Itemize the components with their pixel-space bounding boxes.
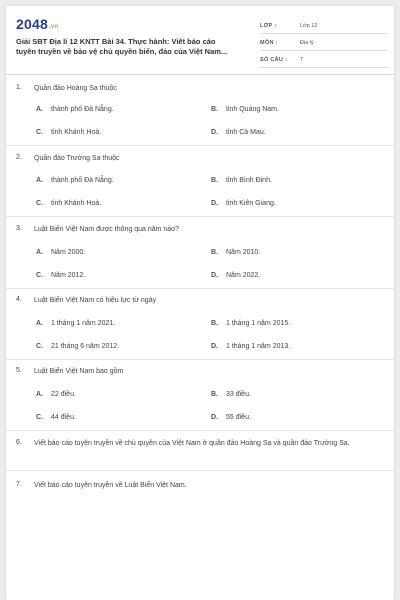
meta-class-row bbox=[260, 20, 388, 34]
meta-count-label: SỐ CÂU : bbox=[260, 57, 288, 63]
worksheet-meta bbox=[260, 20, 388, 71]
option-text: tỉnh Cà Mau. bbox=[226, 129, 266, 136]
option-text: tỉnh Bình Định. bbox=[226, 177, 272, 184]
question-text: Luật Biển Việt Nam có hiệu lực từ ngày bbox=[34, 297, 157, 304]
question-separator bbox=[6, 470, 394, 471]
meta-class-value: Lớp 12 bbox=[300, 23, 318, 29]
meta-class-label: LỚP : bbox=[260, 23, 277, 29]
question-number: 4. bbox=[16, 296, 22, 303]
option-text: 1 tháng 1 năm 2021. bbox=[51, 320, 116, 327]
question-number: 6. bbox=[16, 439, 22, 446]
question-separator bbox=[6, 216, 394, 217]
option-letter: D. bbox=[211, 272, 218, 279]
option-letter: D. bbox=[211, 129, 218, 136]
option-letter: B. bbox=[211, 391, 218, 398]
meta-count-value: 7 bbox=[300, 57, 304, 63]
question-number: 3. bbox=[16, 225, 22, 232]
option-letter: A. bbox=[36, 177, 43, 184]
option-text: 22 điều. bbox=[51, 391, 76, 398]
document-title bbox=[16, 37, 238, 57]
option-text: 55 điều. bbox=[226, 414, 251, 421]
option-letter: D. bbox=[211, 343, 218, 350]
meta-subject-row bbox=[260, 37, 388, 51]
question-text: Quần đảo Trường Sa thuộc bbox=[34, 155, 120, 162]
question-separator bbox=[6, 145, 394, 146]
option-letter: B. bbox=[211, 106, 218, 113]
option-text: 44 điều. bbox=[51, 414, 76, 421]
option-text: 1 tháng 1 năm 2013. bbox=[226, 343, 291, 350]
option-letter: D. bbox=[211, 414, 218, 421]
question-text: Luật Biển Việt Nam được thông qua năm nào? bbox=[34, 226, 179, 233]
option-letter: C. bbox=[36, 343, 43, 350]
site-logo[interactable] bbox=[16, 16, 58, 32]
option-letter: C. bbox=[36, 129, 43, 136]
question-separator bbox=[6, 288, 394, 289]
header-divider bbox=[6, 74, 394, 75]
question-separator bbox=[6, 430, 394, 431]
option-text: 21 tháng 6 năm 2012. bbox=[51, 343, 120, 350]
option-letter: D. bbox=[211, 200, 218, 207]
worksheet-header bbox=[16, 16, 386, 71]
meta-subject-label: MÔN : bbox=[260, 40, 278, 46]
option-text: Năm 2010. bbox=[226, 249, 261, 256]
option-text: 33 điều. bbox=[226, 391, 251, 398]
option-letter: B. bbox=[211, 177, 218, 184]
document-title-line-1: Giải SBT Địa lí 12 KNTT Bài 34. Thực hành: Viết báo cáo bbox=[16, 37, 216, 46]
option-letter: C. bbox=[36, 200, 43, 207]
logo-suffix: .vn bbox=[48, 24, 59, 30]
option-text: Năm 2022. bbox=[226, 272, 261, 279]
option-text: tỉnh Quảng Nam. bbox=[226, 106, 279, 113]
question-number: 1. bbox=[16, 84, 22, 91]
option-text: Năm 2000. bbox=[51, 249, 86, 256]
document-title-line-2: tuyên truyền về bảo vệ chủ quyền biển, đảo của Việt Nam... bbox=[16, 47, 228, 56]
question-number: 7. bbox=[16, 481, 22, 488]
option-text: tỉnh Kiên Giang. bbox=[226, 200, 276, 207]
option-text: 1 tháng 1 năm 2015. bbox=[226, 320, 291, 327]
question-text: Viết báo cáo tuyên truyền về Luật Biển Việt Nam. bbox=[34, 482, 187, 489]
question-separator bbox=[6, 359, 394, 360]
question-number: 5. bbox=[16, 367, 22, 374]
option-letter: A. bbox=[36, 391, 43, 398]
option-letter: A. bbox=[36, 106, 43, 113]
option-letter: A. bbox=[36, 249, 43, 256]
option-letter: B. bbox=[211, 320, 218, 327]
option-letter: C. bbox=[36, 272, 43, 279]
option-text: thành phố Đà Nẵng. bbox=[51, 177, 114, 184]
question-text: Quần đảo Hoàng Sa thuộc bbox=[34, 85, 117, 92]
meta-count-row bbox=[260, 54, 388, 68]
meta-subject-value: Địa lý bbox=[300, 40, 314, 46]
option-text: tỉnh Khánh Hoà. bbox=[51, 129, 102, 136]
option-text: Năm 2012. bbox=[51, 272, 86, 279]
option-letter: A. bbox=[36, 320, 43, 327]
option-letter: B. bbox=[211, 249, 218, 256]
question-text: Viết báo cáo tuyên truyền về chủ quyền của Việt Nam ở quần đảo Hoàng Sa và quần đảo Trường Sa. bbox=[34, 440, 350, 447]
option-text: thành phố Đà Nẵng. bbox=[51, 106, 114, 113]
option-text: tỉnh Khánh Hoà. bbox=[51, 200, 102, 207]
worksheet-page bbox=[6, 6, 394, 600]
logo-text: 2048 bbox=[16, 16, 48, 32]
question-number: 2. bbox=[16, 154, 22, 161]
option-letter: C. bbox=[36, 414, 43, 421]
question-text: Luật Biển Việt Nam bao gồm bbox=[34, 368, 124, 375]
